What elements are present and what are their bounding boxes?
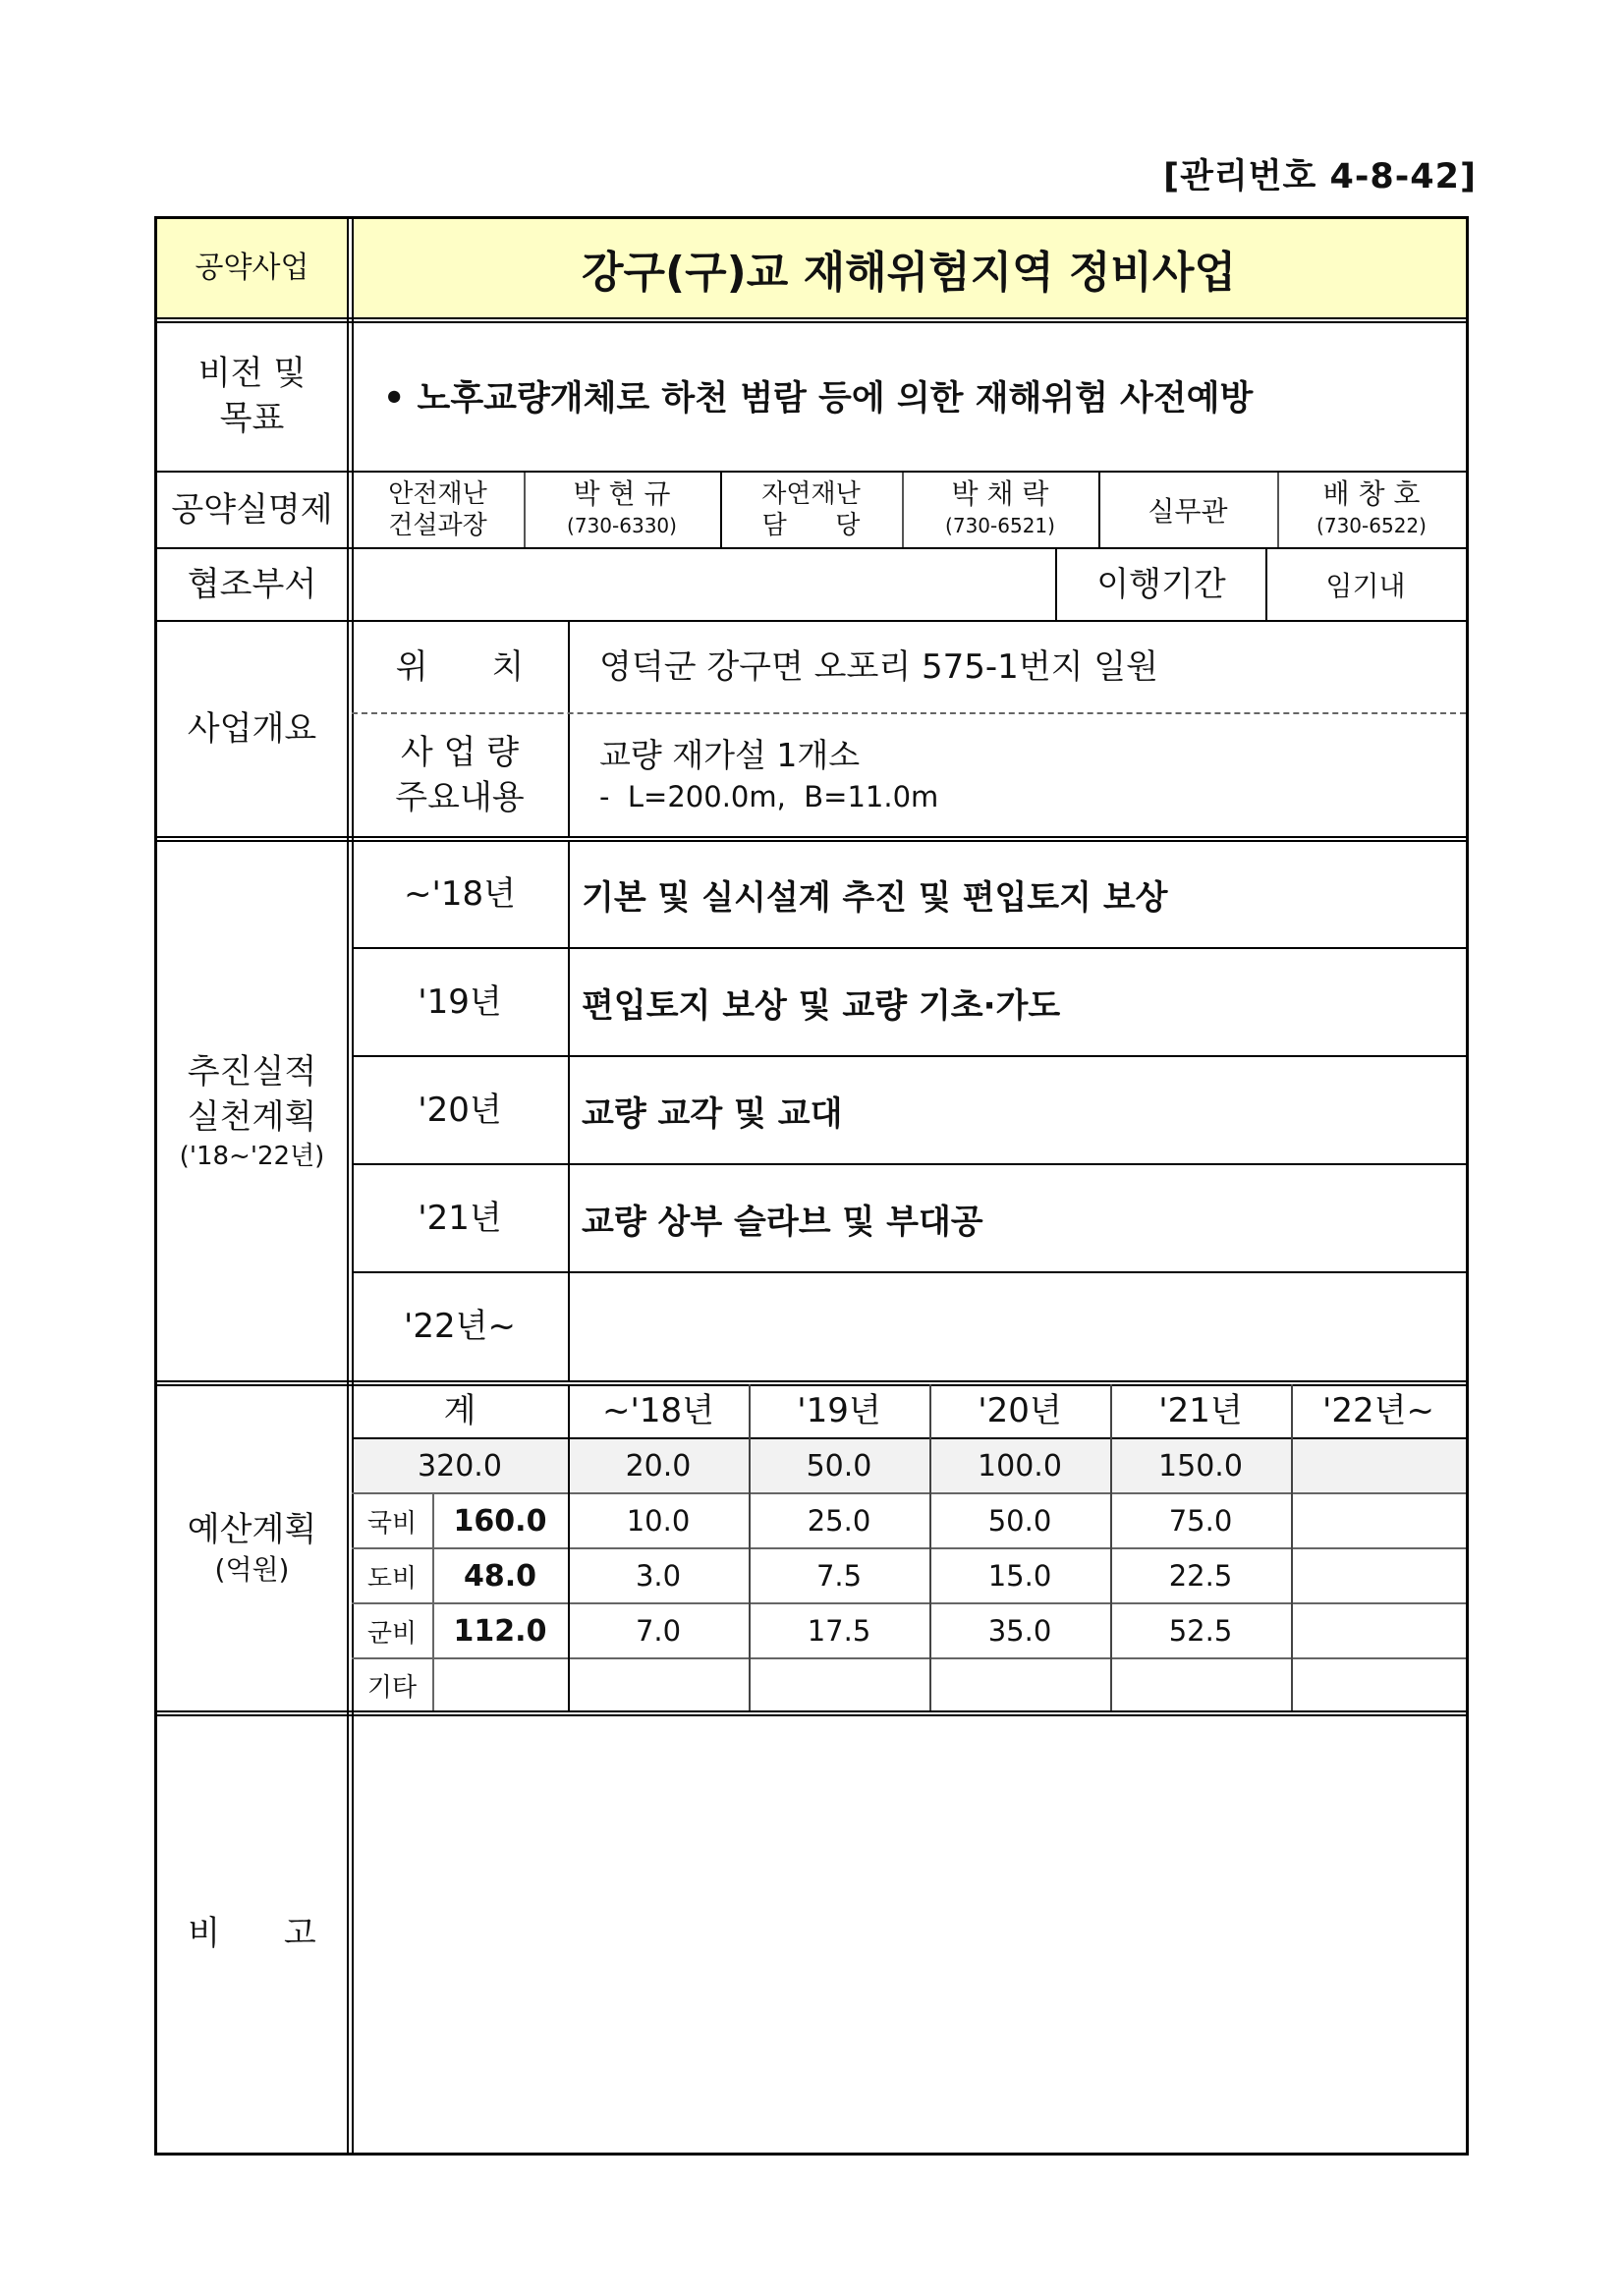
divider xyxy=(1098,473,1100,547)
budget-cell: 15.0 xyxy=(987,1559,1052,1593)
officer-team-line2: 담 당 xyxy=(761,511,861,540)
progress-year: '20년 xyxy=(418,1091,502,1130)
budget-label-line1: 예산계획 xyxy=(187,1510,317,1549)
divider xyxy=(157,840,1466,842)
budget-source-sum: 112.0 xyxy=(453,1613,547,1649)
divider xyxy=(749,1384,751,1710)
divider xyxy=(157,317,1466,319)
divider xyxy=(352,947,1466,949)
budget-total-cell: 320.0 xyxy=(352,1439,568,1492)
divider xyxy=(1055,549,1057,620)
budget-source-sum xyxy=(432,1659,568,1710)
budget-cell: 7.0 xyxy=(635,1614,682,1648)
budget-cell: 22.5 xyxy=(1168,1559,1233,1593)
budget-cell: 3.0 xyxy=(635,1559,682,1593)
budget-cell xyxy=(749,1659,929,1710)
budget-source: 도비 xyxy=(366,1563,418,1594)
budget-cell xyxy=(1291,1549,1466,1602)
vision-label-line2: 목표 xyxy=(219,399,285,438)
budget-header: ~'18년 xyxy=(602,1391,714,1430)
pledge-form-table xyxy=(154,216,1469,2156)
progress-year: '21년 xyxy=(418,1199,502,1238)
progress-label-line2: 실천계획 xyxy=(187,1097,317,1137)
budget-total-cell xyxy=(1291,1439,1466,1492)
budget-cell: 75.0 xyxy=(1168,1504,1233,1538)
officer-team-person xyxy=(902,473,1098,547)
budget-source: 국비 xyxy=(366,1508,418,1539)
budget-cell xyxy=(1291,1494,1466,1547)
officer-dept-title xyxy=(352,473,524,547)
budget-source: 군비 xyxy=(366,1618,418,1649)
pledge-label: 공약사업 xyxy=(157,219,347,317)
officer-team-name: 박 채 락 xyxy=(951,477,1049,510)
budget-cell: 50.0 xyxy=(987,1504,1052,1538)
progress-year: '22년~ xyxy=(404,1307,516,1346)
divider xyxy=(157,1710,1466,1712)
vision-label xyxy=(157,323,347,469)
divider xyxy=(902,473,904,547)
period-value: 임기내 xyxy=(1325,570,1406,602)
budget-total-cell: 20.0 xyxy=(568,1439,749,1492)
officer-dept-name: 박 현 규 xyxy=(573,477,671,510)
progress-label-line3: ('18~'22년) xyxy=(179,1142,325,1171)
divider xyxy=(352,1602,1466,1604)
officer-staff-name: 배 창 호 xyxy=(1322,477,1421,510)
overview-label: 사업개요 xyxy=(187,709,317,749)
officer-team-tel: (730-6521) xyxy=(945,514,1055,537)
budget-cell xyxy=(1291,1659,1466,1710)
divider xyxy=(568,622,570,836)
budget-cell: 25.0 xyxy=(807,1504,871,1538)
scope-value-line1: 교량 재가설 1개소 xyxy=(599,736,861,774)
budget-total-cell: 100.0 xyxy=(929,1439,1110,1492)
officer-team-line1: 자연재난 xyxy=(761,479,861,509)
budget-cell xyxy=(1291,1604,1466,1657)
budget-cell xyxy=(1110,1659,1291,1710)
management-number: [관리번호 4-8-42] xyxy=(1163,157,1477,196)
vision-text: • 노후교량개체로 하천 범람 등에 의한 재해위험 사전예방 xyxy=(383,379,1254,419)
budget-cell xyxy=(929,1659,1110,1710)
divider xyxy=(157,1714,1466,1716)
budget-header: '22년~ xyxy=(1322,1391,1434,1430)
divider xyxy=(157,620,1466,622)
divider xyxy=(352,1163,1466,1165)
dashed-divider xyxy=(352,712,1466,714)
divider xyxy=(352,1547,1466,1549)
divider xyxy=(524,473,526,547)
officer-dept-line1: 안전재난 xyxy=(388,479,487,509)
progress-year: ~'18년 xyxy=(404,874,516,914)
budget-header: '21년 xyxy=(1158,1391,1243,1430)
divider xyxy=(347,219,349,2153)
officers-label: 공약실명제 xyxy=(171,490,333,530)
budget-label xyxy=(157,1384,347,1710)
scope-label-line1: 사 업 량 xyxy=(400,733,520,772)
officer-dept-person xyxy=(524,473,720,547)
officer-dept-line2: 건설과장 xyxy=(388,511,487,540)
progress-label xyxy=(157,840,347,1382)
scope-label-line2: 주요내용 xyxy=(395,778,525,817)
divider xyxy=(157,321,1466,323)
budget-source-sum: 48.0 xyxy=(463,1558,537,1594)
progress-label-line1: 추진실적 xyxy=(187,1052,317,1092)
divider xyxy=(157,836,1466,838)
remarks-label: 비 고 xyxy=(188,1914,316,1953)
scope-value-line2: - L=200.0m, B=11.0m xyxy=(599,780,939,813)
cooperation-value xyxy=(352,549,1057,620)
budget-header: 계 xyxy=(443,1391,476,1430)
divider xyxy=(352,1657,1466,1659)
location-label: 위 치 xyxy=(395,647,525,687)
officer-team-title xyxy=(720,473,902,547)
budget-cell xyxy=(568,1659,749,1710)
progress-text: 기본 및 실시설계 추진 및 편입토지 보상 xyxy=(582,877,1168,918)
budget-total-cell: 150.0 xyxy=(1110,1439,1291,1492)
budget-header: '20년 xyxy=(978,1391,1062,1430)
officer-dept-tel: (730-6330) xyxy=(567,514,677,537)
scope-value xyxy=(599,714,1464,836)
pledge-title: 강구(구)교 재해위험지역 정비사업 xyxy=(352,219,1466,317)
budget-cell: 7.5 xyxy=(815,1559,863,1593)
budget-source: 기타 xyxy=(366,1672,418,1703)
vision-label-line1: 비전 및 xyxy=(197,354,307,393)
divider xyxy=(432,1494,434,1710)
cooperation-label: 협조부서 xyxy=(187,565,317,604)
budget-cell: 35.0 xyxy=(987,1614,1052,1648)
divider xyxy=(352,1437,1466,1439)
progress-text: 편입토지 보상 및 교량 기초·가도 xyxy=(582,985,1061,1026)
progress-text: 교량 상부 슬라브 및 부대공 xyxy=(582,1202,983,1242)
divider xyxy=(352,219,354,2153)
officer-staff-person xyxy=(1277,473,1466,547)
budget-source-sum: 160.0 xyxy=(453,1503,547,1539)
remarks-value xyxy=(352,1714,1466,2153)
divider xyxy=(352,1271,1466,1273)
progress-text xyxy=(582,1272,1466,1380)
budget-cell: 10.0 xyxy=(626,1504,691,1538)
divider xyxy=(568,840,570,1380)
divider xyxy=(352,1055,1466,1057)
officer-staff-tel: (730-6522) xyxy=(1316,514,1427,537)
divider xyxy=(568,1384,570,1710)
divider xyxy=(1265,549,1267,620)
period-label: 이행기간 xyxy=(1096,565,1226,604)
budget-label-line2: (억원) xyxy=(214,1553,290,1586)
budget-total-cell: 50.0 xyxy=(749,1439,929,1492)
divider xyxy=(1110,1384,1112,1710)
budget-cell: 17.5 xyxy=(807,1614,871,1648)
divider xyxy=(352,1492,1466,1494)
budget-cell: 52.5 xyxy=(1168,1614,1233,1648)
divider xyxy=(157,1384,1466,1386)
divider xyxy=(1291,1384,1293,1710)
divider xyxy=(1277,473,1279,547)
officer-staff-label: 실무관 xyxy=(1148,495,1228,528)
scope-label xyxy=(352,714,568,836)
divider xyxy=(157,471,1466,473)
divider xyxy=(929,1384,931,1710)
progress-text: 교량 교각 및 교대 xyxy=(582,1093,843,1134)
progress-year: '19년 xyxy=(418,982,502,1022)
divider xyxy=(157,547,1466,549)
location-value: 영덕군 강구면 오포리 575-1번지 일원 xyxy=(599,647,1158,687)
budget-header: '19년 xyxy=(797,1391,881,1430)
divider xyxy=(720,473,722,547)
divider xyxy=(157,1380,1466,1382)
